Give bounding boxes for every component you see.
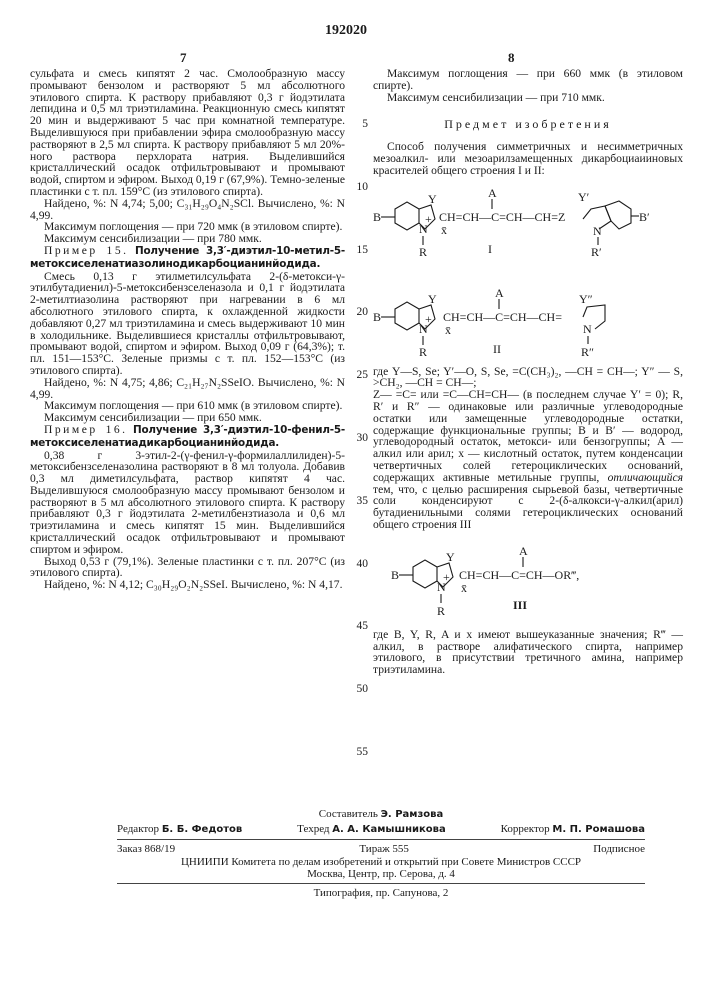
- formula-Y-prime: Y′: [578, 190, 590, 204]
- label: Редактор: [117, 823, 159, 835]
- formula-II: [373, 286, 605, 359]
- formula-A: A: [488, 186, 497, 200]
- imprint-footer: [117, 808, 645, 899]
- example-16-heading: [30, 424, 345, 450]
- line-number: 10: [348, 181, 368, 193]
- formula-B-prime: B′: [639, 210, 650, 224]
- paragraph: Максимум поглощения — при 720 ммк (в этиловом спирте).: [30, 221, 345, 233]
- page-number-right: 8: [508, 50, 515, 66]
- example-label: Пример 15.: [44, 244, 129, 257]
- line-number: 50: [348, 683, 368, 695]
- formula-R: R: [419, 245, 427, 259]
- example-label: Пример 16.: [44, 423, 128, 436]
- paragraph: Выход 0,53 г (79,1%). Зеленые пластинки с т. пл. 207°С (из этилового спирта).: [30, 556, 345, 580]
- label: Корректор: [501, 823, 550, 835]
- formula-N: N: [419, 322, 428, 336]
- formula-label: I: [488, 242, 492, 256]
- paragraph: Максимум поглощения — при 610 ммк (в этиловом спирте).: [30, 400, 345, 412]
- order-number: Заказ 868/19: [117, 843, 175, 856]
- paragraph: где B, Y, R, A и x имеют вышеуказанные значения; R‴ — алкил, в растворе алифатического спирта, например этилового, в присутствии третичного амина, например триэтиламина.: [373, 629, 683, 676]
- paragraph: Найдено, %: N 4,74; 5,00; C₃₁H₂₉O₄N₂SCl. Вычислено, %: N 4,99.: [30, 198, 345, 222]
- line-number: 15: [348, 244, 368, 256]
- formula-B: B: [391, 568, 399, 582]
- formula-chain: CH=CH—C=CH—CH=: [443, 310, 562, 324]
- formula-I: [373, 186, 650, 259]
- formula-N: N: [419, 222, 428, 236]
- formula-A: A: [519, 544, 528, 558]
- paragraph: Способ получения симметричных и несимметричных мезоалкил- или мезоарилзамещенных дикарбоциаииновых красителей общего строения I и II:: [373, 141, 683, 176]
- formula-N-prime: N: [593, 224, 602, 238]
- formula-R-prime: R′: [591, 245, 602, 259]
- formula-B: B: [373, 210, 381, 224]
- staff-row: [117, 823, 645, 836]
- label: Техред: [297, 823, 329, 835]
- formula-x: x̄: [441, 223, 447, 237]
- editor: [117, 823, 242, 836]
- paragraph: Смесь 0,13 г этилметилсульфата 2-(δ-метокси-γ-этилбутадиенил)-5-метоксибензселеназола и 0,1 г йодэтилата 2-метилтиазолина растворяют при нагревании в 6 мл абсолютного этилового спирта, к охлажденной жидкости добавляют 0,27 мл триэтиламина и смесь выдерживают 10 мин в холодильнике. Выделившиеся кристаллы отфильтровывают, промывают водой, спиртом и эфиром. Выход 0,09 г (64,3%); т. пл. 151—153°С. Зеленые призмы с т. пл. 152—153°С (из этилового спирта).: [30, 271, 345, 377]
- address: Москва, Центр, пр. Серова, д. 4: [117, 868, 645, 880]
- formula-N: N: [437, 580, 446, 594]
- paragraph: Найдено, %: N 4,12; C₃₀H₂₉O₂N₂SSeI. Вычислено, %: N 4,17.: [30, 579, 345, 591]
- corrector-name: М. П. Ромашова: [552, 824, 645, 835]
- paragraph: Максимум сенсибилизации — при 780 ммк.: [30, 233, 345, 245]
- formula-B: B: [373, 310, 381, 324]
- paragraph: Максимум сенсибилизации — при 710 ммк.: [373, 92, 683, 104]
- formula-A: A: [495, 286, 504, 300]
- formula-N-double-prime: N: [583, 322, 592, 336]
- formula-Y: Y: [428, 192, 437, 206]
- formula-x: x̄: [445, 323, 451, 337]
- paragraph: Найдено, %: N 4,75; 4,86; C₂₁H₂₇N₂SSeIO. Вычислено, %: N 4,99.: [30, 377, 345, 401]
- line-number: 35: [348, 495, 368, 507]
- line-number: 5: [348, 118, 368, 130]
- page-number-left: 7: [180, 50, 187, 66]
- charge-plus: +: [443, 570, 450, 584]
- label: Составитель: [319, 808, 378, 820]
- definitions-text: Z— =C= или =C—CH=CH— (в последнем случае Y′ = 0); R, R′ и R″ — одинаковые или различные углеводородные остатки или замещенные углеводородные остатки, содержащие функциональные группы; B и B′ — водород, углеводородный остаток, метокси- или бензогруппы; A — алкил или арил; x — кислотный остаток, путем конденсации четвертичных солей гетероциклических оснований, содержащих активные метильные группы,: [373, 388, 683, 484]
- example-title: Получение 3,3′-диэтил-10-метил-5-метоксиселенатиазолинодикарбоцианинйодида.: [30, 245, 345, 270]
- compiler-name: Э. Рамзова: [381, 809, 444, 820]
- structural-formulas-I-II: [373, 181, 683, 366]
- divider: [117, 839, 645, 840]
- paragraph: сульфата и смесь кипятят 2 час. Смолообразную массу промывают бензолом и растворяют 5 мл абсолютного этилового спирта. К раствору прибавляют 0,3 г йодэтилата лепидина и 0,5 мл триэтиламина. Реакционную смесь кипятят 20 мин и выдерживают 5 час при комнатной температуре. Выделившуюся при прибавлении эфира смолообразную массу растворяют в 2,5 мл спирта. К раствору прибавляют 5 мл 20%-ного раствора перхлората натрия. Выделившийся кристаллический осадок отфильтровывают и промывают водой, спиртом и эфиром. Выход 0,19 г (67,9%). Темно-зеленые пластинки с т. пл. 159°С (из этилового спирта).: [30, 68, 345, 198]
- subscription: Подписное: [593, 843, 645, 856]
- formula-chain: CH=CH—C=CH—OR‴,: [459, 568, 579, 582]
- formula-x: x̄: [461, 581, 467, 595]
- formula-label: II: [493, 342, 501, 356]
- line-number: 20: [348, 306, 368, 318]
- definitions-2: [373, 389, 683, 531]
- patent-number: 192020: [325, 23, 367, 39]
- line-number: 25: [348, 369, 368, 381]
- techred: [297, 823, 446, 836]
- formula-label: III: [513, 598, 527, 612]
- definitions-text: тем, что, с целью расширения сырьевой базы, четвертичные соли конденсируют с 2-(δ-алкокси-γ-алкил(арил) бутадиенильными солями гетероциклических оснований общего строения III: [373, 483, 683, 531]
- printer: Типография, пр. Сапунова, 2: [117, 887, 645, 899]
- right-column: [373, 68, 683, 676]
- paragraph: Максимум поглощения — при 660 ммк (в этиловом спирте).: [373, 68, 683, 92]
- charge-plus: +: [425, 212, 432, 226]
- organization: ЦНИИПИ Комитета по делам изобретений и открытий при Совете Министров СССР: [117, 856, 645, 868]
- formula-R-double-prime: R″: [581, 345, 594, 359]
- definitions-1: где Y—S, Se; Y′—O, S, Se, =C(CH₃)₂, —CH = CH—; Y″ — S, >CH₂, —CH = CH—;: [373, 366, 683, 390]
- paragraph: 0,38 г 3-этил-2-(γ-фенил-γ-формилаллилиден)-5-метоксибензселеназолина растворяют в 8 мл толуола. Добавив 0,3 мл диметилсульфата, раствор кипятят 4 час. Выделившуюся смолообразную массу промывают бензолом и растворяют в 5 мл абсолютного этилового спирта. К раствору прибавляют 0,3 г йодэтилата 2-метилбензтиазола и 0,6 мл триэтиламина и смесь кипятят 15 мин. Выделившийся кристаллический осадок отфильтровывают и промывают спиртом и эфиром.: [30, 450, 345, 556]
- formula-Y: Y: [446, 550, 455, 564]
- paragraph: Максимум сенсибилизации — при 650 ммк.: [30, 412, 345, 424]
- left-column: [30, 68, 345, 591]
- claim-keyword: отличающийся: [608, 471, 683, 484]
- corrector: [501, 823, 645, 836]
- techred-name: А. А. Камышникова: [332, 824, 445, 835]
- formula-Y: Y: [428, 292, 437, 306]
- compiler-line: [117, 808, 645, 820]
- example-title: Получение 3,3′-диэтил-10-фенил-5-метоксиселенатиадикарбоцианинйодида.: [30, 424, 345, 449]
- formula-Y-double-prime: Y″: [579, 292, 593, 306]
- section-heading: Предмет изобретения: [373, 119, 683, 131]
- line-number: 45: [348, 620, 368, 632]
- formula-R: R: [419, 345, 427, 359]
- line-number: 40: [348, 558, 368, 570]
- charge-plus: +: [425, 312, 432, 326]
- formula-chain: CH=CH—C=CH—CH=Z: [439, 210, 565, 224]
- example-15-heading: [30, 245, 345, 271]
- circulation: Тираж 555: [359, 843, 409, 856]
- line-number: 30: [348, 432, 368, 444]
- divider: [117, 883, 645, 884]
- structural-formula-III: [373, 539, 683, 629]
- line-number: 55: [348, 746, 368, 758]
- order-row: [117, 843, 645, 856]
- formula-R: R: [437, 604, 445, 618]
- editor-name: Б. Б. Федотов: [162, 824, 242, 835]
